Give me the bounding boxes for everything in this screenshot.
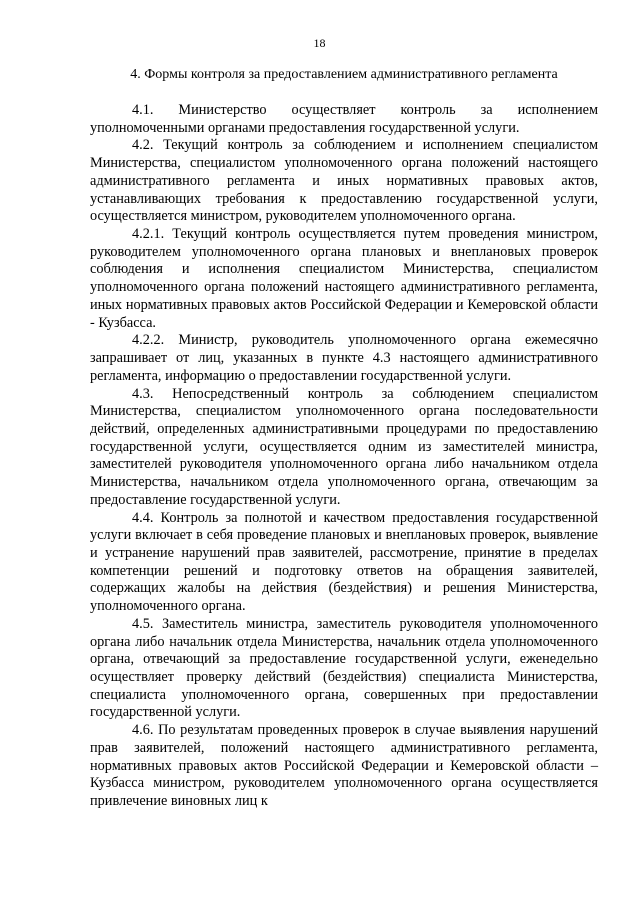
paragraph-4-1: 4.1. Министерство осуществляет контроль за исполнением уполномоченными органами предоставления государственной услуги.: [90, 102, 598, 136]
paragraph-4-2: 4.2. Текущий контроль за соблюдением и исполнением специалистом Министерства, специалистом уполномоченного органа положений настоящего административного регламента и иных нормативных правовых актов, устанавливающих требования к предоставлению государственной услуги, осуществляется министром, руководителем уполномоченного органа.: [90, 137, 598, 225]
paragraph-4-3: 4.3. Непосредственный контроль за соблюдением специалистом Министерства, специалистом уполномоченного органа последовательности действий, определенных административными процедурами по предоставлению государственной услуги, осуществляется одним из заместителей министра, заместителей руководителя уполномоченного органа либо начальником отдела Министерства, начальником отдела уполномоченного органа, отвечающим за предоставление государственной услуги.: [90, 385, 598, 508]
paragraph-4-6: 4.6. По результатам проведенных проверок в случае выявления нарушений прав заявителей, положений настоящего административного регламента, нормативных правовых актов Российской Федерации и Кемеровской области – Кузбасса министром, руководителем уполномоченного органа осуществляется привлечение виновных лиц к: [90, 722, 598, 810]
page-number: 18: [313, 36, 326, 50]
paragraph-4-5: 4.5. Заместитель министра, заместитель руководителя уполномоченного органа либо начальник отдела Министерства, начальник отдела уполномоченного органа, отвечающий за предоставление государственной услуги, еженедельно осуществляет проверку действий (бездействия) специалиста Министерства, специалиста уполномоченного органа, совершенных при предоставлении государственной услуги.: [90, 615, 598, 721]
paragraph-4-4: 4.4. Контроль за полнотой и качеством предоставления государственной услуги включает в себя проведение плановых и внеплановых проверок, выявление и устранение нарушений прав заявителей, рассмотрение, принятие в пределах компетенции решений и подготовку ответов на обращения заявителей, содержащих жалобы на действия (бездействия) и решения Министерства, уполномоченного органа.: [90, 509, 598, 615]
paragraph-4-2-2: 4.2.2. Министр, руководитель уполномоченного органа ежемесячно запрашивает от лиц, указанных в пункте 4.3 настоящего административного регламента, информацию о предоставлении государственной услуги.: [90, 332, 598, 384]
document-body: [90, 102, 598, 811]
paragraph-4-2-1: 4.2.1. Текущий контроль осуществляется путем проведения министром, руководителем уполномоченного органа плановых и внеплановых проверок соблюдения и исполнения специалистом Министерства, специалистом уполномоченного органа положений настоящего административного регламента, иных нормативных правовых актов Российской Федерации и Кемеровской области - Кузбасса.: [90, 226, 598, 331]
section-heading: 4. Формы контроля за предоставлением административного регламента: [130, 67, 558, 82]
